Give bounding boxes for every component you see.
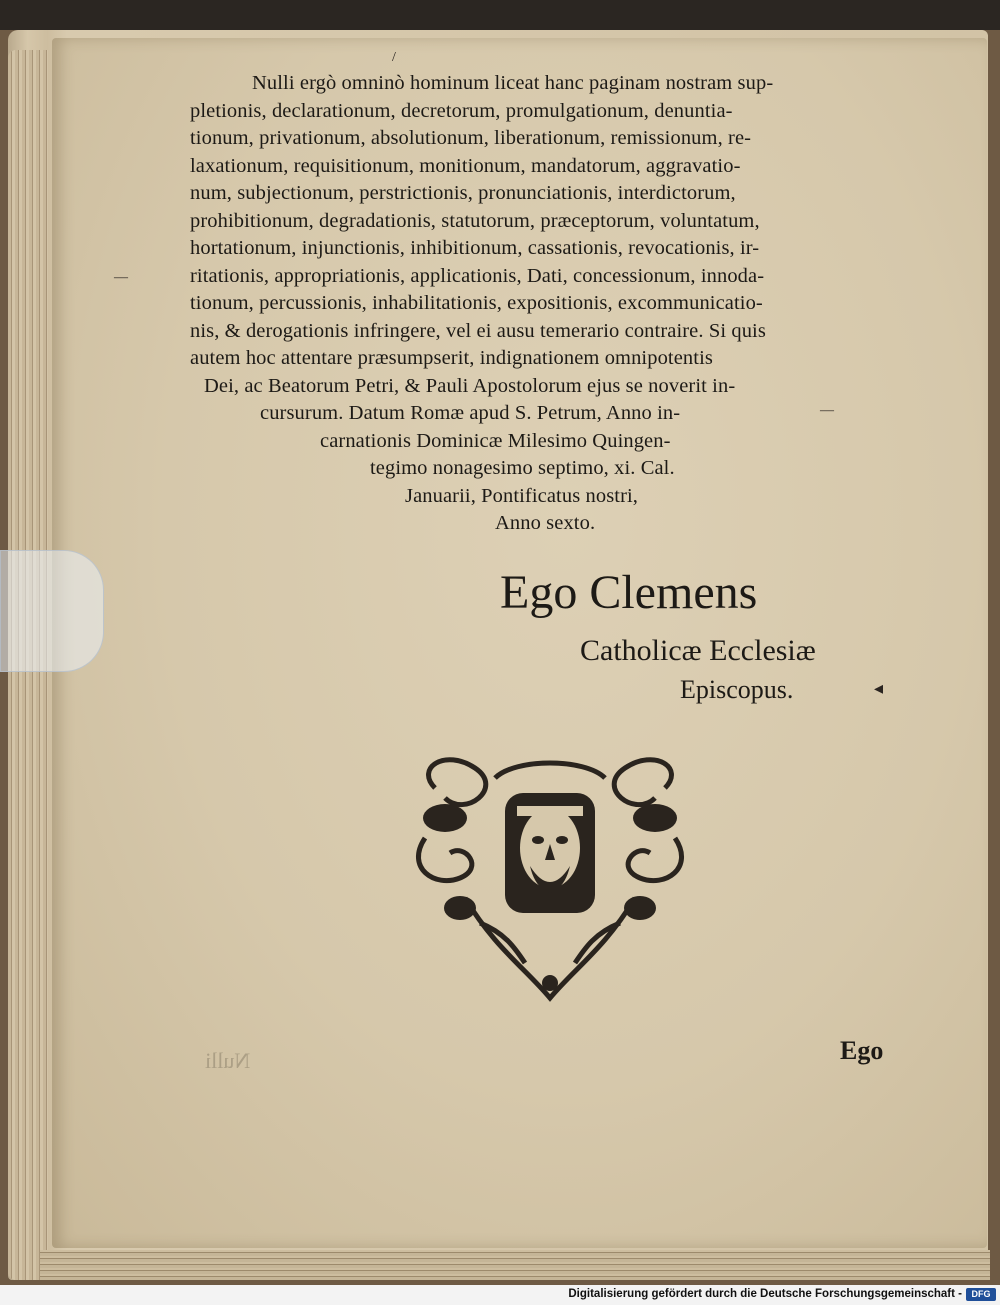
catchword: Ego: [840, 1036, 884, 1065]
text-line: autem hoc attentare præsumpserit, indignationem omnipotentis: [190, 347, 713, 369]
page-tab-marker: [0, 550, 104, 672]
text-line: ritationis, appropriationis, applicationis, Dati, concessionum, innoda-: [190, 264, 765, 287]
text-line: tionum, privationum, absolutionum, liberationum, remissionum, re-: [190, 127, 752, 149]
footer-credit: Digitalisierung gefördert durch die Deutsche Forschungsgemeinschaft -: [568, 1288, 962, 1300]
signature-name: Ego Clemens: [500, 566, 758, 619]
signature-office: Episcopus.: [680, 675, 794, 704]
ink-mark: —: [114, 270, 128, 285]
signature-title: Catholicæ Ecclesiæ: [580, 634, 816, 667]
text-line: pletionis, declarationum, decretorum, promulgationum, denuntia-: [190, 99, 733, 122]
text-line: tionum, percussionis, inhabilitationis, expositionis, excommunicatio-: [190, 292, 763, 314]
ink-mark: —: [820, 403, 834, 418]
footer-bar: [0, 1285, 1000, 1305]
text-line: Januarii, Pontificatus nostri,: [405, 484, 639, 507]
text-line: hortationum, injunctionis, inhibitionum, cassationis, revocationis, ir-: [190, 237, 760, 259]
text-line: tegimo nonagesimo septimo, xi. Cal.: [370, 457, 675, 479]
bleed-through-text: Nulli: [205, 1048, 251, 1073]
text-line: Nulli ergò omninò hominum liceat hanc paginam nostram sup-: [252, 72, 774, 94]
woodcut-ornament: [405, 748, 695, 1003]
text-line: num, subjectionum, perstrictionis, pronunciationis, interdictorum,: [190, 182, 736, 204]
book-page: [52, 38, 987, 1248]
dfg-logo-icon: DFG: [966, 1288, 996, 1301]
ink-blot: ◂: [874, 678, 884, 698]
text-line: Anno sexto.: [495, 512, 596, 534]
text-line: carnationis Dominicæ Milesimo Quingen-: [320, 429, 671, 452]
papal-bull-text: [190, 70, 910, 538]
book: [0, 30, 1000, 1285]
text-line: cursurum. Datum Romæ apud S. Petrum, Anno in-: [260, 402, 681, 424]
text-line: Dei, ac Beatorum Petri, & Pauli Apostolorum ejus se noverit in-: [204, 374, 736, 397]
text-line: nis, & derogationis infringere, vel ei ausu temerario contraire. Si quis: [190, 319, 766, 342]
page-edges-bottom: [40, 1250, 990, 1280]
text-line: prohibitionum, degradationis, statutorum, præceptorum, voluntatum,: [190, 209, 760, 232]
text-line: laxationum, requisitionum, monitionum, mandatorum, aggravatio-: [190, 154, 741, 177]
ink-mark: /: [392, 50, 396, 65]
